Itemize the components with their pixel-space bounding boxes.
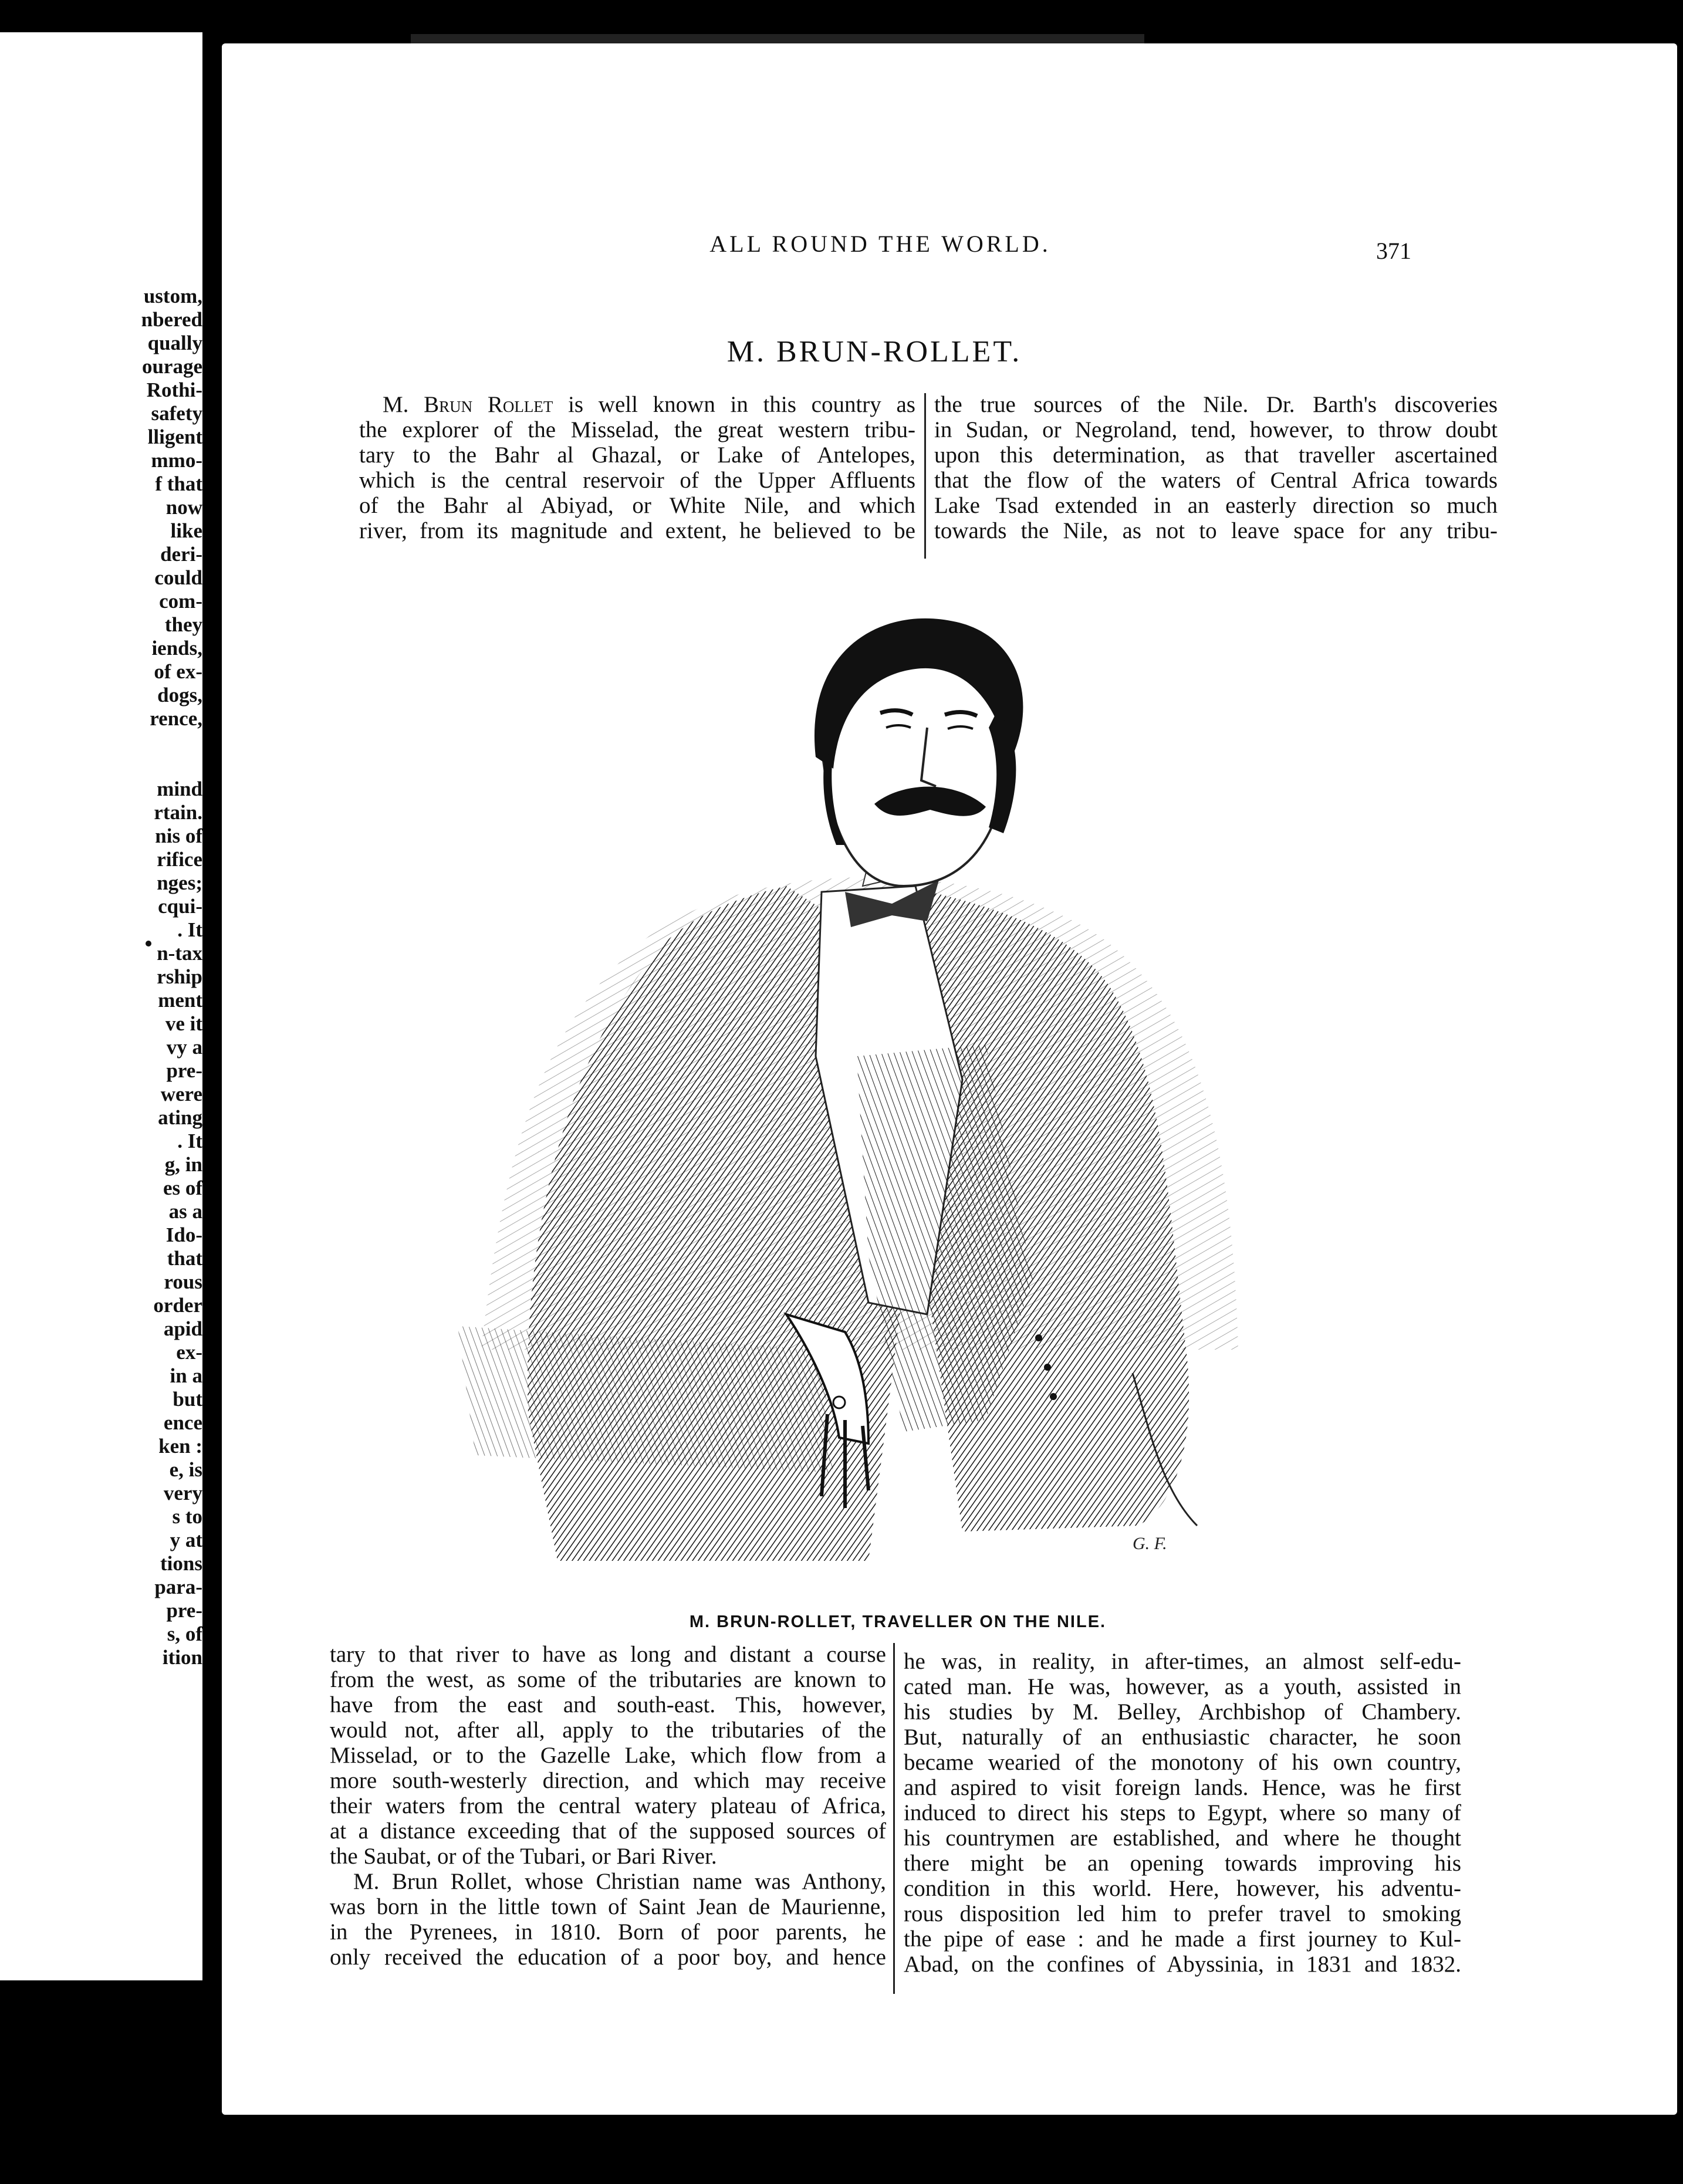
body-line: M. Brun Rollet, whose Christian name was Anthony, [353, 1869, 886, 1894]
fragment-line: lligent [147, 425, 202, 448]
body-line: the Saubat, or of the Tubari, or Bari River. [330, 1844, 717, 1869]
fragment-line: very [163, 1482, 202, 1505]
body-line: his studies by M. Belley, Archbishop of Chambery. [904, 1699, 1461, 1725]
intro-line: of the Bahr al Abiyad, or White Nile, and which [359, 493, 915, 518]
fragment-line: dogs, [157, 684, 202, 706]
intro-line: the true sources of the Nile. Dr. Barth's discoveries [934, 392, 1498, 417]
fragment-line: Ido- [165, 1223, 202, 1246]
intro-line: in Sudan, or Negroland, tend, however, to throw doubt [934, 417, 1498, 442]
body-line: Misselad, or to the Gazelle Lake, which flow from a [330, 1743, 886, 1768]
fragment-line: n-tax [157, 942, 202, 965]
fragment-line: ve it [165, 1012, 202, 1035]
body-line: in the Pyrenees, in 1810. Born of poor parents, he [330, 1919, 886, 1945]
body-line: have from the east and south-east. This, however, [330, 1692, 886, 1718]
fragment-line: of ex- [154, 660, 202, 683]
body-line: the pipe of ease : and he made a first journey to Kul- [904, 1926, 1461, 1952]
intro-line: that the flow of the waters of Central Africa towards [934, 468, 1498, 493]
fragment-line: but [173, 1388, 202, 1411]
fragment-line: Rothi- [146, 378, 202, 401]
fragment-line: iends, [151, 637, 202, 660]
fragment-line: s, of [167, 1622, 202, 1645]
fragment-line: qually [147, 332, 202, 354]
previous-page-fragment [0, 32, 202, 1980]
body-line: was born in the little town of Saint Jean de Maurienne, [330, 1894, 886, 1919]
fragment-line: y at [170, 1529, 202, 1551]
body-line: only received the education of a poor boy, and hence [330, 1945, 886, 1970]
fragment-line: nges; [157, 871, 202, 894]
intro-line: Lake Tsad extended in an easterly direction so much [934, 493, 1498, 518]
fragment-line: com- [159, 590, 202, 613]
fragment-line: pre- [166, 1599, 202, 1622]
fragment-line: s to [172, 1505, 202, 1528]
fragment-line: vy a [166, 1036, 202, 1059]
intro-first-line-text: is well known in this country as [568, 392, 915, 417]
fragment-line: ustom, [143, 285, 202, 307]
fragment-line: nbered [141, 308, 202, 331]
fragment-line: cqui- [158, 895, 202, 918]
fragment-line: ex- [176, 1341, 202, 1364]
body-line: more south-westerly direction, and which may receive [330, 1768, 886, 1793]
page-number: 371 [1376, 238, 1411, 264]
fragment-line: they [164, 613, 202, 636]
lower-right-column [904, 1649, 1461, 1977]
fragment-line: ment [158, 989, 202, 1012]
fragment-line: para- [154, 1576, 202, 1598]
fragment-line: were [160, 1083, 202, 1105]
fragment-line: safety [151, 402, 202, 425]
intro-first-line [359, 392, 915, 417]
intro-line: river, from its magnitude and extent, he believed to be [359, 518, 915, 543]
fragment-line: ken : [158, 1435, 202, 1458]
fragment-line: rtain. [154, 801, 202, 824]
fragment-line: rous [164, 1270, 202, 1293]
body-line: cated man. He was, however, as a youth, assisted in [904, 1674, 1461, 1699]
intro-left-lines [359, 417, 915, 543]
body-line: rous disposition led him to prefer travel to smoking [904, 1901, 1461, 1926]
fragment-line: f that [155, 472, 202, 495]
fragment-line: es of [163, 1176, 202, 1199]
fragment-line: deri- [160, 543, 202, 566]
fragment-line: e, is [169, 1458, 202, 1481]
fragment-line: tions [160, 1552, 202, 1575]
fragment-line: nis of [155, 824, 202, 847]
body-line: tary to that river to have as long and distant a course [330, 1642, 886, 1667]
fragment-line: order [153, 1294, 202, 1317]
portrait-caption: M. BRUN-ROLLET, TRAVELLER ON THE NILE. [689, 1612, 1107, 1631]
fragment-line: ating [158, 1106, 202, 1129]
body-line: But, naturally of an enthusiastic character, he soon [904, 1725, 1461, 1750]
body-line: became wearied of the monotony of his own country, [904, 1750, 1461, 1775]
body-line: there might be an opening towards improving his [904, 1851, 1461, 1876]
previous-page-text [9, 285, 202, 1669]
fragment-line: g, in [164, 1153, 202, 1176]
intro-line: tary to the Bahr al Ghazal, or Lake of Antelopes, [359, 442, 915, 468]
portrait-engraving [458, 610, 1338, 1573]
body-line: from the west, as some of the tributaries are known to [330, 1667, 886, 1692]
fragment-line: could [154, 566, 202, 589]
body-line: their waters from the central watery plateau of Africa, [330, 1793, 886, 1818]
ink-dot [146, 941, 151, 946]
body-line: condition in this world. Here, however, his adventu- [904, 1876, 1461, 1901]
body-line: and aspired to visit foreign lands. Hence, was he first [904, 1775, 1461, 1800]
fragment-line: rship [157, 965, 202, 988]
fragment-line: ition [162, 1646, 202, 1669]
body-line: his countrymen are established, and where he thought [904, 1825, 1461, 1851]
intro-name: M. Brun Rollet [383, 392, 553, 417]
fragment-line: like [170, 519, 202, 542]
article-title: M. BRUN-ROLLET. [726, 335, 1022, 368]
fragment-line: . It [177, 1130, 202, 1152]
fragment-line [9, 731, 202, 777]
engraver-signature: G. F. [1133, 1534, 1167, 1553]
intro-line: which is the central reservoir of the Upper Affluents [359, 468, 915, 493]
fragment-line: mind [157, 777, 202, 800]
intro-left-column [359, 392, 915, 543]
body-line: induced to direct his steps to Egypt, where so many of [904, 1800, 1461, 1825]
column-rule [924, 393, 926, 559]
fragment-line: rifice [157, 848, 202, 871]
column-rule [893, 1643, 895, 1994]
fragment-line: rence, [150, 707, 202, 730]
fragment-line: ence [163, 1411, 202, 1434]
lower-left-column [330, 1642, 886, 1970]
fragment-line: ourage [141, 355, 202, 378]
body-line: he was, in reality, in after-times, an almost self-edu- [904, 1649, 1461, 1674]
fragment-line: mmo- [151, 449, 202, 472]
intro-line: the explorer of the Misselad, the great western tribu- [359, 417, 915, 442]
fragment-line: now [165, 496, 202, 519]
fragment-line: . It [177, 918, 202, 941]
intro-right-column [934, 392, 1498, 543]
intro-line: towards the Nile, as not to leave space for any tribu- [934, 518, 1498, 543]
running-head: ALL ROUND THE WORLD. [709, 231, 1051, 257]
body-line: at a distance exceeding that of the supposed sources of [330, 1818, 886, 1844]
fragment-line: that [167, 1247, 202, 1270]
body-line: Abad, on the confines of Abyssinia, in 1831 and 1832. [904, 1952, 1461, 1977]
fragment-line: as a [168, 1200, 202, 1223]
intro-line: upon this determination, as that traveller ascertained [934, 442, 1498, 468]
fragment-line: pre- [166, 1059, 202, 1082]
body-line: would not, after all, apply to the tributaries of the [330, 1718, 886, 1743]
fragment-line: apid [163, 1317, 202, 1340]
fragment-line: in a [170, 1364, 202, 1387]
